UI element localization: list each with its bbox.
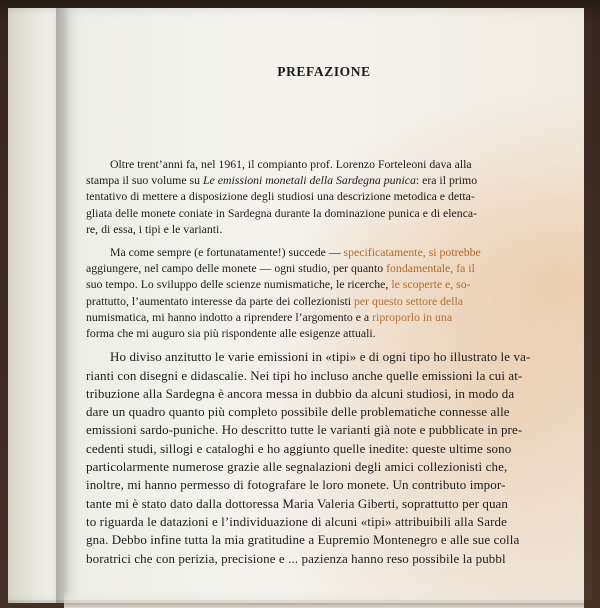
text-line: tante mi è stato dato dalla dottoressa Maria Valeria Giberti, soprattutto per quan — [86, 495, 509, 511]
text-line: Ma come sempre (e fortunatamente!) succede — specificatamente, si potrebbe — [110, 245, 481, 260]
text-line: forma che mi auguro sia più rispondente alle esigenze attuali. — [86, 326, 376, 341]
text-line: tentativo di mettere a disposizione degli studiosi una descrizione metodica e detta- — [86, 189, 475, 204]
text-line: Ho diviso anzitutto le varie emissioni in «tipi» e di ogni tipo ho illustrato le va- — [110, 349, 531, 365]
text-line: prattutto, l’aumentato interesse da parte dei collezionisti per questo settore della — [86, 293, 464, 308]
text-line: particolarmente numerose grazie alle segnalazioni degli amici collezionisti che, — [86, 459, 508, 475]
text-line: aggiungere, nel campo delle monete — ogni studio, per quanto fondamentale, fa il — [86, 261, 475, 276]
paragraph-3 — [86, 348, 574, 568]
text-line: stampa il suo volume su Le emissioni monetali della Sardegna punica: era il primo — [86, 173, 478, 188]
text-line: Oltre trent’anni fa, nel 1961, il compianto prof. Lorenzo Forteleoni dava alla — [110, 157, 472, 171]
text-line: to riguarda le datazioni e l’individuazione di alcuni «tipi» attribuibili alla Sarde — [86, 513, 508, 529]
text-line: dare un quadro quanto più completo possibile delle problematiche connesse alle — [86, 404, 510, 420]
text-line: inoltre, mi hanno permesso di fotografare le loro monete. Un contributo impor- — [86, 477, 506, 493]
text-line: boratrici che con perizia, precisione e ... pazienza hanno reso possibile la pubbl — [86, 550, 506, 566]
text-line: cedenti studi, sillogi e cataloghi e ho aggiunto quelle inedite: queste ultime sono — [86, 440, 512, 456]
text-line: rianti con disegni e didascalie. Nei tipi ho incluso anche quelle emissioni la cui at- — [86, 367, 523, 383]
text-line: re, di essa, i tipi e le varianti. — [86, 221, 223, 236]
book-gutter-shadow — [56, 8, 70, 603]
paragraph-1 — [86, 156, 574, 237]
text-line: gliata delle monete coniate in Sardegna durante la dominazione punica e di elenca- — [86, 205, 478, 220]
text-line: emissioni sardo-puniche. Ho descritto tutte le varianti già note e pubblicate in pre- — [86, 422, 523, 438]
text-line: tribuzione alla Sardegna è ancora messa in dubbio da alcuni studiosi, in modo da — [86, 385, 515, 401]
book-title-italic: Le emissioni monetali della Sardegna punica — [202, 173, 416, 188]
page-title: PREFAZIONE — [277, 64, 371, 79]
page-bottom-fade — [64, 590, 584, 608]
book-page — [64, 8, 584, 603]
text-line: suo tempo. Lo sviluppo delle scienze numismatiche, le ricerche, le scoperte e, so- — [86, 277, 471, 292]
text-line: numismatica, mi hanno indotto a riprendere l’argomento e a riproporlo in una — [86, 309, 453, 324]
text-line: gna. Debbo infine tutta la mia gratitudine a Eupremio Montenegro e alle sue colla — [86, 532, 520, 548]
paragraph-2 — [86, 244, 574, 341]
preface-text — [86, 156, 574, 575]
